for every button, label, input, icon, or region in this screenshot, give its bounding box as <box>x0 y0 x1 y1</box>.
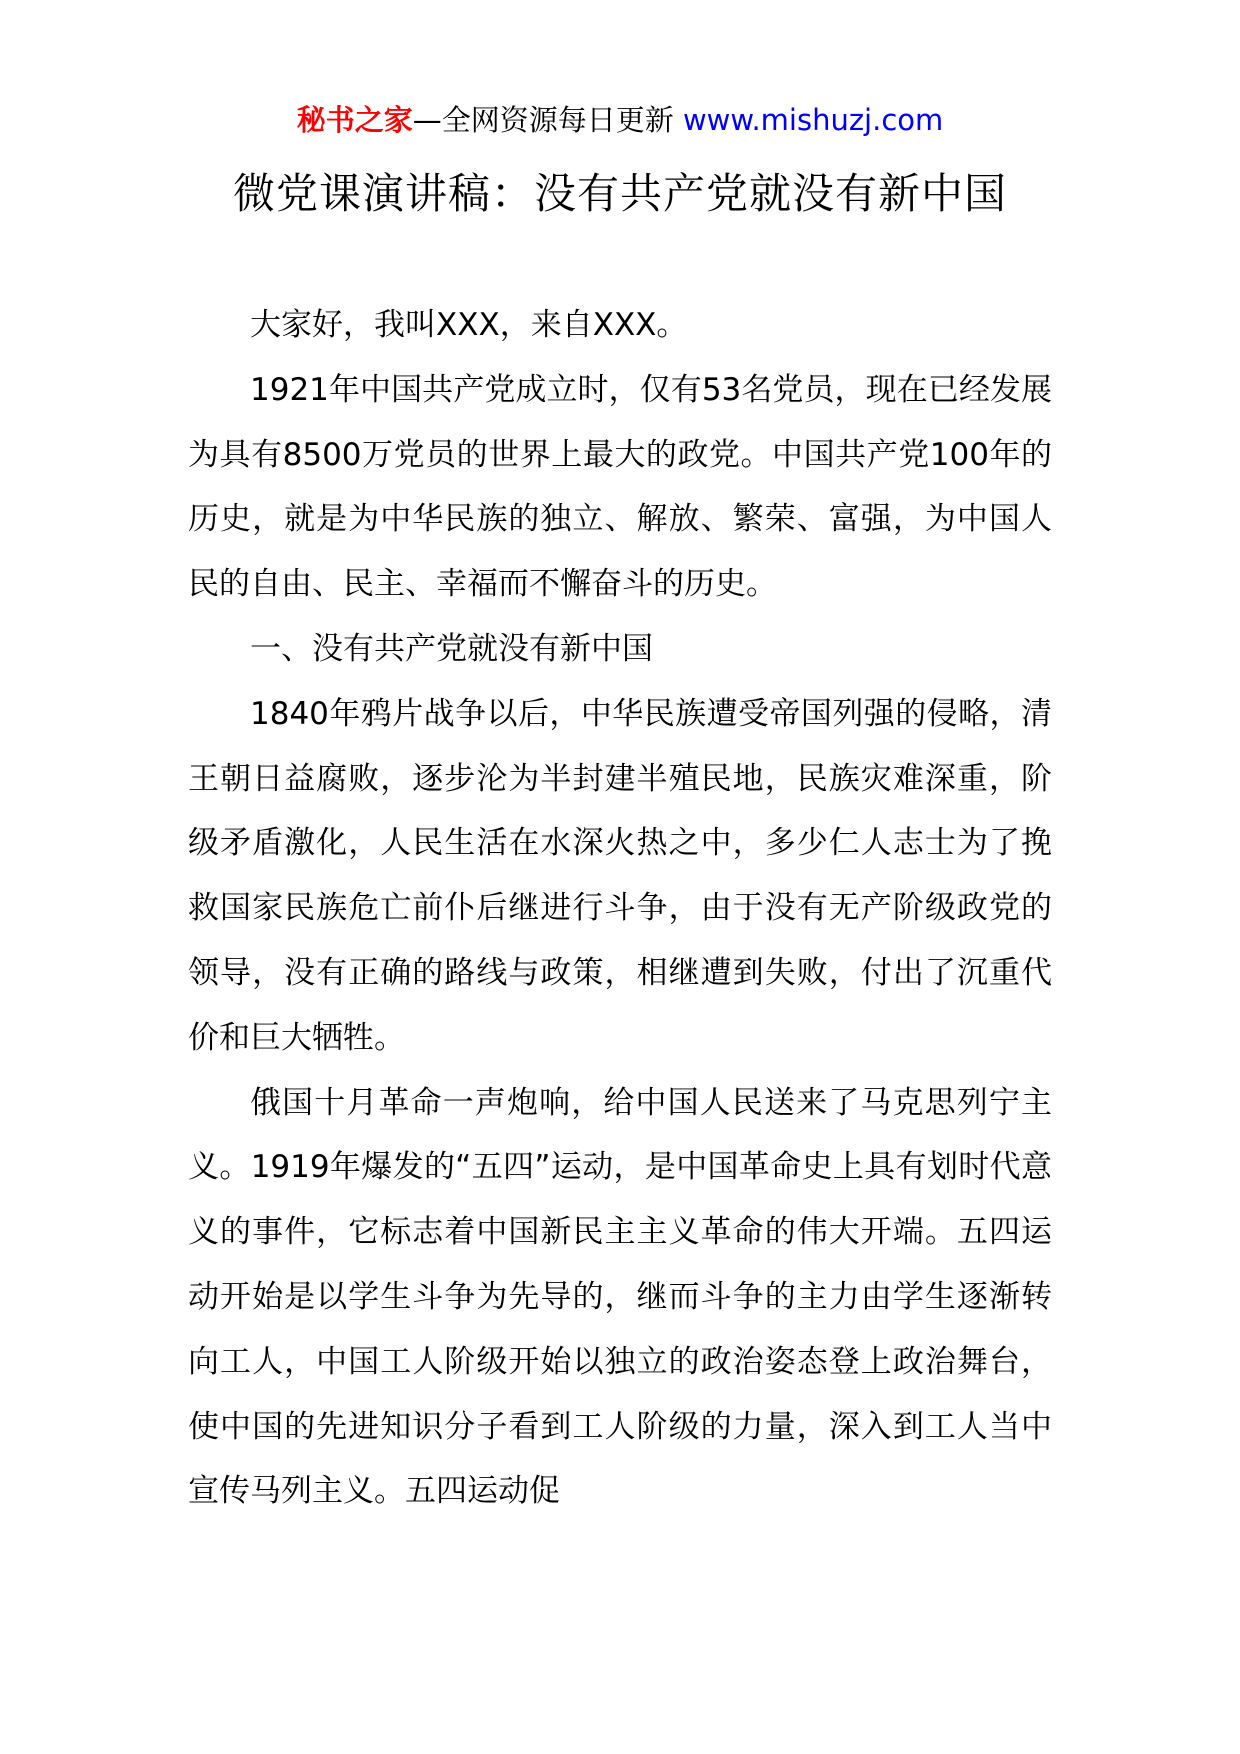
header-tagline: —全网资源每日更新 <box>412 103 683 137</box>
document-body <box>188 293 1052 1524</box>
paragraph-intro: 1921年中国共产党成立时，仅有53名党员，现在已经发展为具有8500万党员的世界上最大的政党。中国共产党100年的历史，就是为中华民族的独立、解放、繁荣、富强，为中国人民的自由、民主、幸福而不懈奋斗的历史。 <box>188 371 1052 603</box>
paragraph-may-fourth: 俄国十月革命一声炮响，给中国人民送来了马克思列宁主义。1919年爆发的“五四”运动，是中国革命史上具有划时代意义的事件，它标志着中国新民主主义革命的伟大开端。五四运动开始是以学生斗争为先导的，继而斗争的主力由学生逐渐转向工人，中国工人阶级开始以独立的政治姿态登上政治舞台，使中国的先进知识分子看到工人阶级的力量，深入到工人当中宣传马列主义。五四运动促 <box>188 1084 1052 1510</box>
site-url-link[interactable]: www.mishuzj.com <box>682 103 944 137</box>
section-heading-1: 一、没有共产党就没有新中国 <box>250 630 653 667</box>
paragraph-greeting: 大家好，我叫XXX，来自XXX。 <box>250 307 688 343</box>
brand-name: 秘书之家 <box>296 103 413 137</box>
site-header <box>0 100 1240 140</box>
paragraph-history: 1840年鸦片战争以后，中华民族遭受帝国列强的侵略，清王朝日益腐败，逐步沦为半封建半殖民地，民族灾难深重，阶级矛盾激化，人民生活在水深火热之中，多少仁人志士为了挽救国家民族危亡前仆后继进行斗争，由于没有无产阶级政党的领导，没有正确的路线与政策，相继遭到失败，付出了沉重代价和巨大牺牲。 <box>188 695 1052 1056</box>
document-title: 微党课演讲稿：没有共产党就没有新中国 <box>232 169 1007 218</box>
